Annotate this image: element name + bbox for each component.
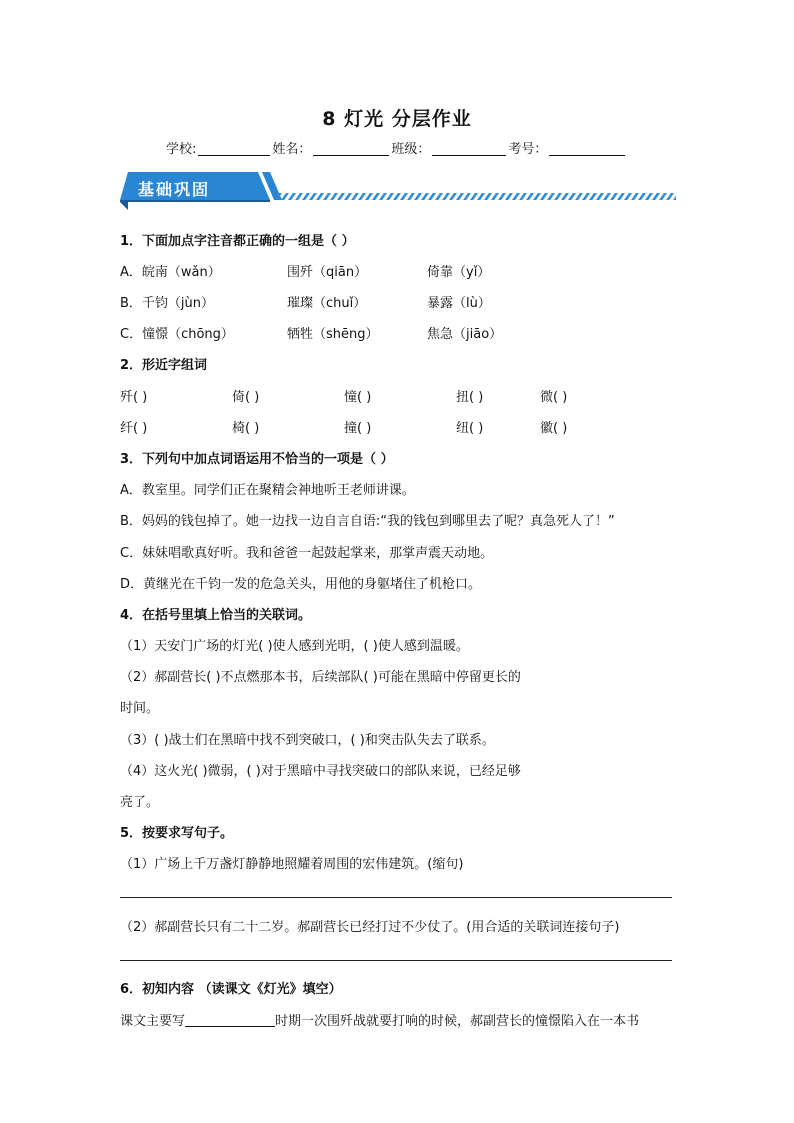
q2-row1-item-4[interactable]: 扭( )	[456, 390, 484, 405]
q2-row2-item-3[interactable]: 撞( )	[344, 421, 372, 436]
q2-row2-item-2[interactable]: 椅( )	[232, 421, 260, 436]
q3-option-d: D．黄继光在千钧一发的危急关头，用他的身躯堵住了机枪口。	[120, 577, 482, 592]
q1-option-b-2: 璀璨（chuǐ）	[287, 296, 367, 311]
q5-answer-line-2[interactable]	[120, 960, 672, 961]
q1-option-b-3: 暴露（lù）	[427, 296, 491, 311]
q4-item-2[interactable]: （2）郝副营长( )不点燃那本书，后续部队( )可能在黑暗中停留更长的	[120, 670, 521, 685]
q3-option-a: A．教室里。同学们正在聚精会神地听王老师讲课。	[120, 483, 415, 498]
q3-option-c: C．妹妹唱歌真好听。我和爸爸一起鼓起掌来，那掌声震天动地。	[120, 546, 494, 561]
q3-option-b: B．妈妈的钱包掉了。她一边找一边自言自语:“我的钱包到哪里去了呢？真急死人了！”	[120, 514, 615, 529]
question-3-stem: 3．下列句中加点词语运用不恰当的一项是（ ）	[120, 452, 394, 467]
exam-no-label: 考号：	[508, 142, 548, 157]
q4-item-4[interactable]: （4）这火光( )微弱，( )对于黑暗中寻找突破口的部队来说，已经足够	[120, 764, 521, 779]
q1-option-a-3: 倚靠（yǐ）	[427, 265, 491, 280]
q4-item-4-cont: 亮了。	[120, 795, 160, 810]
class-blank[interactable]	[432, 141, 506, 156]
class-label: 班级：	[391, 142, 431, 157]
q5-answer-line-1[interactable]	[120, 897, 672, 898]
q1-option-c-1: C．憧憬（chōng）	[120, 327, 234, 342]
question-4-stem: 4．在括号里填上恰当的关联词。	[120, 608, 312, 623]
q4-item-1[interactable]: （1）天安门广场的灯光( )使人感到光明，( )使人感到温暖。	[120, 639, 469, 654]
page-title: 8 灯光 分层作业	[322, 108, 472, 130]
q6-fill-blank[interactable]	[185, 1014, 275, 1027]
section-banner	[120, 170, 676, 212]
q6-text	[120, 1010, 639, 1029]
q2-row1-item-1[interactable]: 歼( )	[120, 390, 148, 405]
q4-item-3[interactable]: （3）( )战士们在黑暗中找不到突破口，( )和突击队失去了联系。	[120, 733, 495, 748]
school-blank[interactable]	[198, 141, 270, 156]
question-5-stem: 5．按要求写句子。	[120, 826, 234, 841]
q6-text-after: 时期一次围歼战就要打响的时候，郝副营长的憧憬陷入在一本书	[275, 1014, 640, 1029]
q2-row2-item-5[interactable]: 徽( )	[540, 421, 568, 436]
q2-row1-item-2[interactable]: 倚( )	[232, 390, 260, 405]
q2-row2-item-1[interactable]: 纤( )	[120, 421, 148, 436]
name-blank[interactable]	[313, 141, 389, 156]
q1-option-c-3: 焦急（jiāo）	[427, 327, 503, 342]
q2-row1-item-5[interactable]: 微( )	[540, 390, 568, 405]
q5-item-1: （1）广场上千万盏灯静静地照耀着周围的宏伟建筑。(缩句)	[120, 857, 464, 872]
exam-no-blank[interactable]	[549, 141, 625, 156]
student-info-line	[166, 138, 627, 157]
school-label: 学校:	[166, 142, 197, 157]
q4-item-2-cont: 时间。	[120, 701, 160, 716]
q6-text-before: 课文主要写	[120, 1014, 186, 1029]
section-label: 基础巩固	[138, 180, 211, 199]
q1-option-c-2: 牺牲（shēng）	[287, 327, 379, 342]
q2-row2-item-4[interactable]: 纽( )	[456, 421, 484, 436]
q5-item-2: （2）郝副营长只有二十二岁。郝副营长已经打过不少仗了。(用合适的关联词连接句子)	[120, 920, 620, 935]
q1-option-a-2: 围歼（qiān）	[287, 265, 368, 280]
q1-option-b-1: B．千钧（jùn）	[120, 296, 215, 311]
question-1-stem: 1．下面加点字注音都正确的一组是（ ）	[120, 234, 355, 249]
question-6-stem: 6．初知内容 （读课文《灯光》填空）	[120, 982, 342, 997]
q1-option-a-1: A．皖南（wǎn）	[120, 265, 221, 280]
question-2-stem: 2．形近字组词	[120, 358, 208, 373]
name-label: 姓名：	[272, 142, 312, 157]
q2-row1-item-3[interactable]: 憧( )	[344, 390, 372, 405]
